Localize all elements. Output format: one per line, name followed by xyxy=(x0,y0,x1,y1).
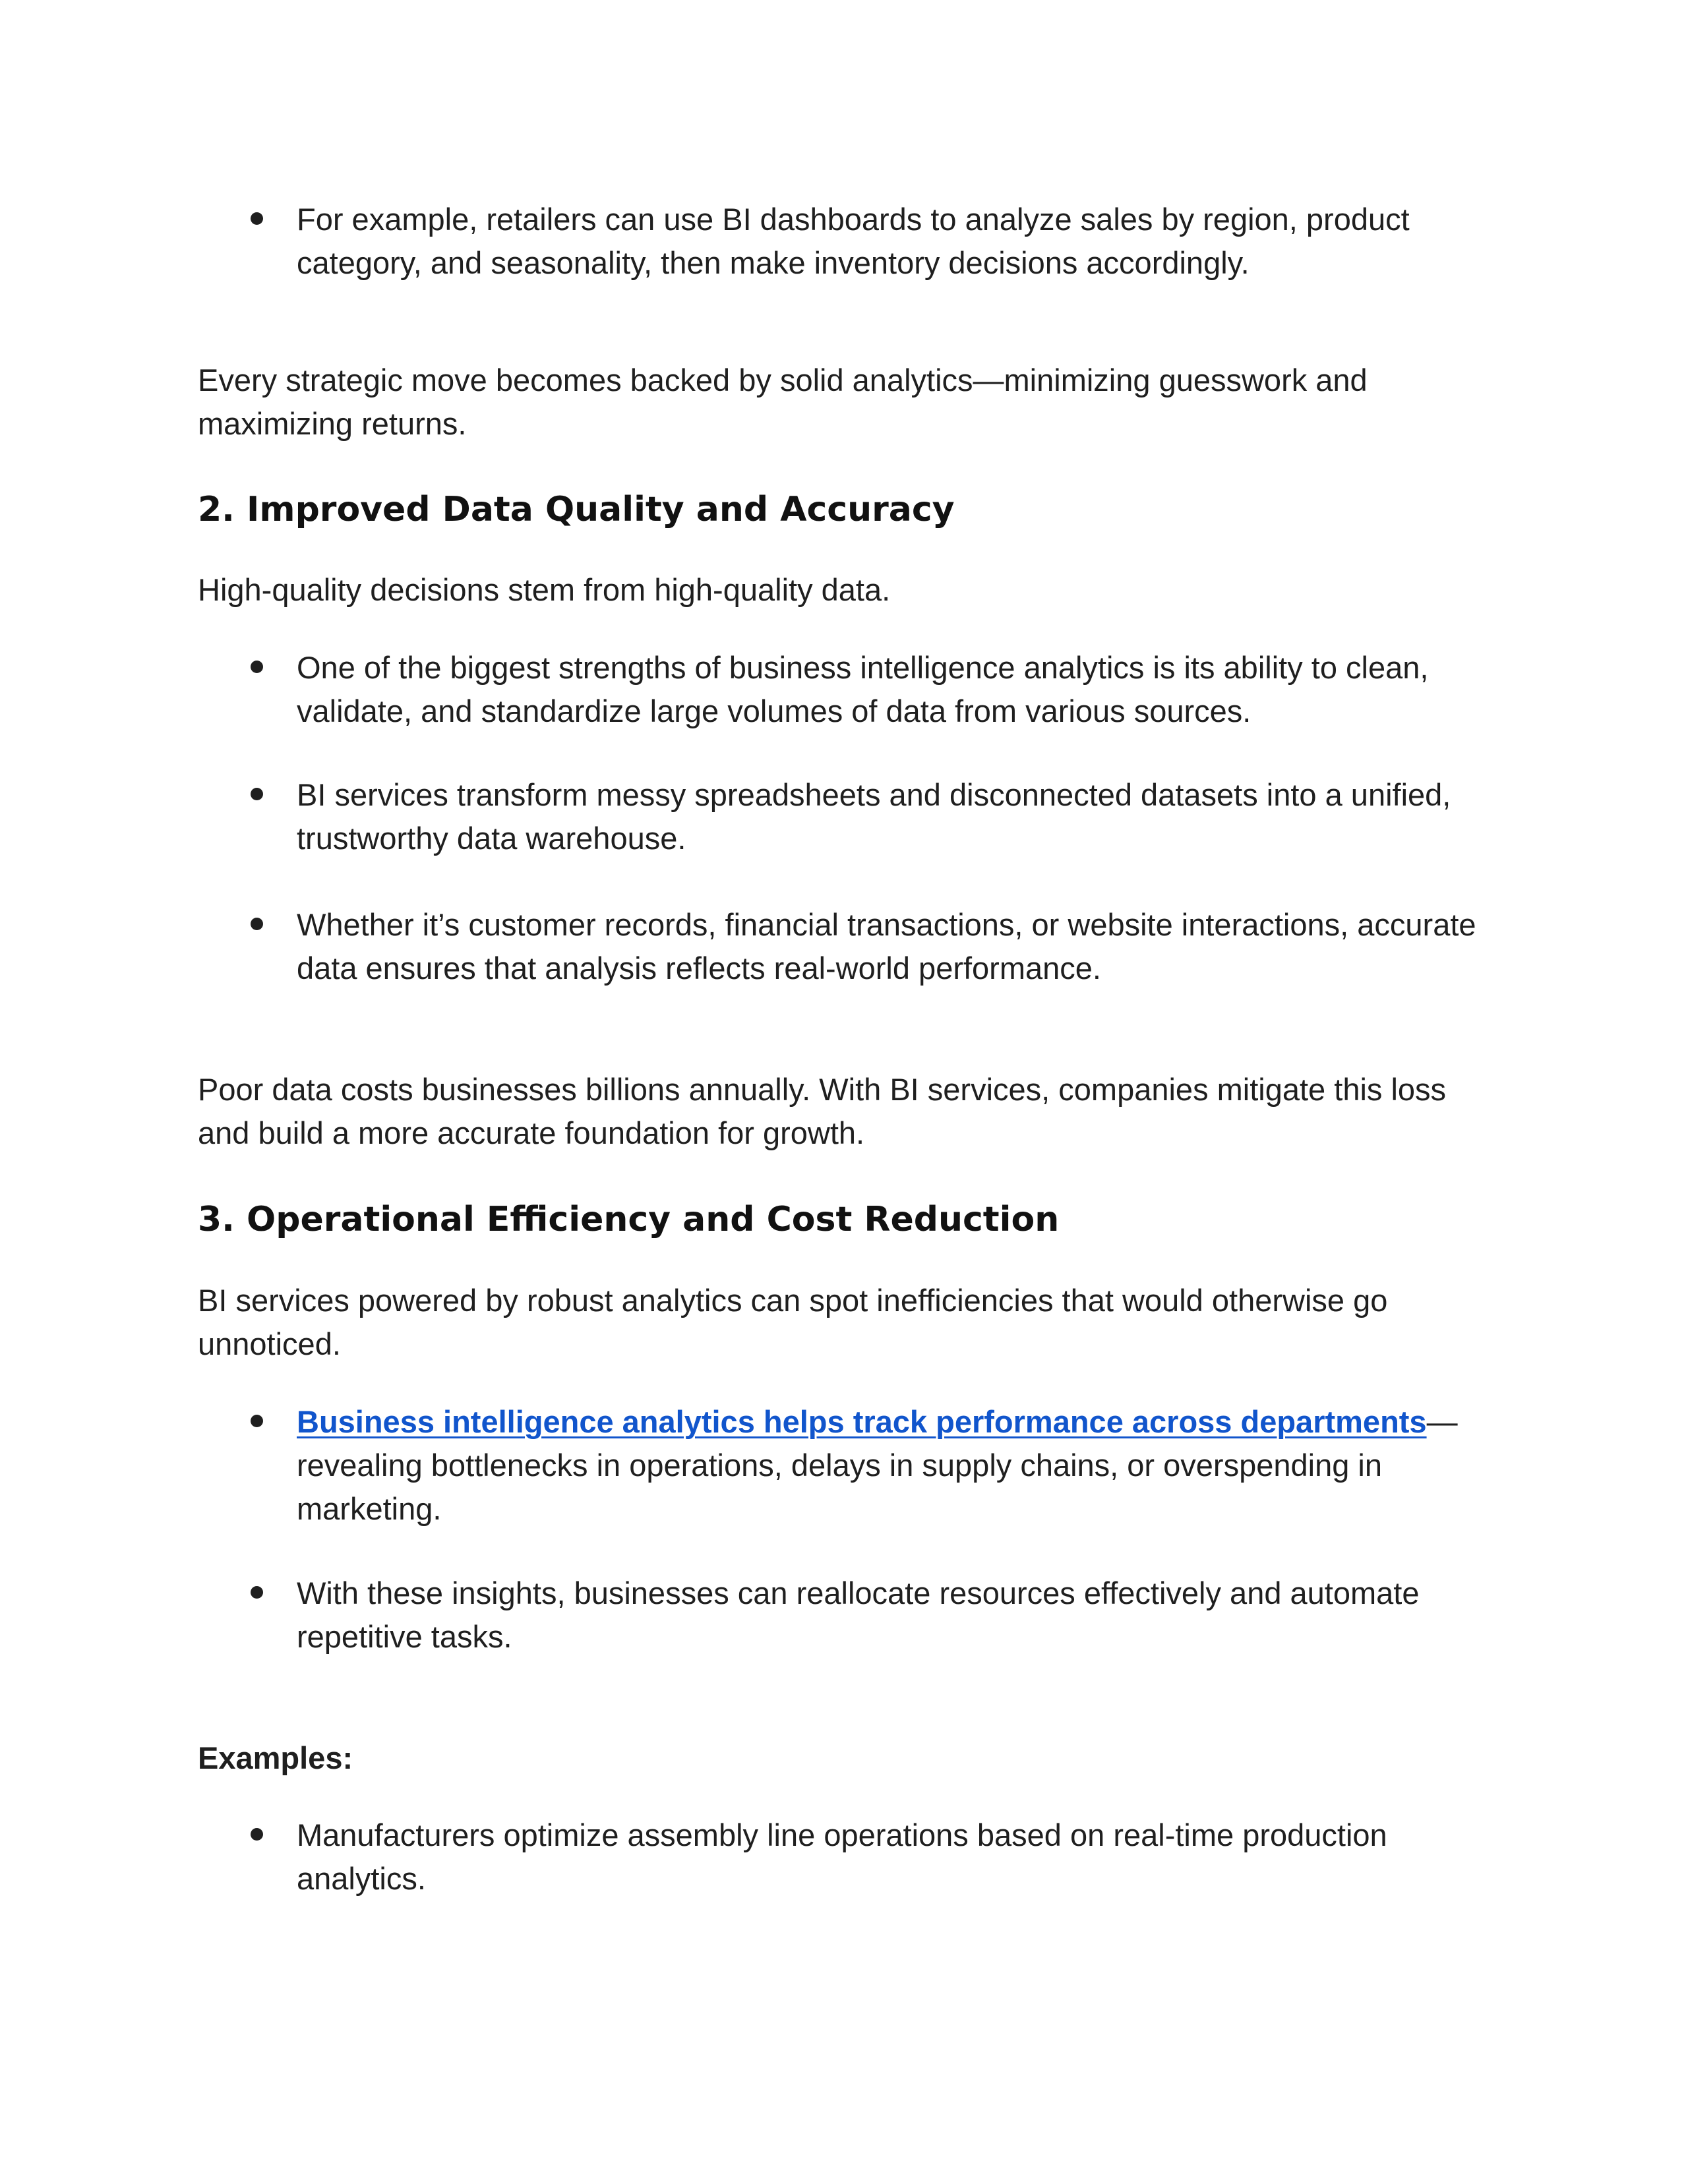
bullet-icon xyxy=(251,1828,263,1841)
bullet-icon xyxy=(251,1586,263,1599)
bullet-text-rest: —revealing bottlenecks in operations, delays in supply chains, or overspending in marketing. xyxy=(297,1404,1458,1526)
bullet-text: BI services transform messy spreadsheets and disconnected datasets into a unified, trustworthy data warehouse. xyxy=(297,777,1451,856)
article-link[interactable]: Business intelligence analytics helps track performance across departments xyxy=(297,1404,1427,1439)
bullet-text: For example, retailers can use BI dashboards to analyze sales by region, product category, and seasonality, then make inventory decisions accordingly. xyxy=(297,202,1410,280)
section-heading: 2. Improved Data Quality and Accuracy xyxy=(198,490,955,529)
section-heading: 3. Operational Efficiency and Cost Reduction xyxy=(198,1200,1060,1239)
bullet-text: With these insights, businesses can reallocate resources effectively and automate repetitive tasks. xyxy=(297,1576,1420,1654)
intro-paragraph: Every strategic move becomes backed by solid analytics—minimizing guesswork and maximizing returns. xyxy=(198,363,1368,441)
examples-label: Examples: xyxy=(198,1740,353,1775)
section-closing: Poor data costs businesses billions annually. With BI services, companies mitigate this loss and build a more accurate foundation for growth. xyxy=(198,1072,1447,1150)
section-lead: High-quality decisions stem from high-quality data. xyxy=(198,572,891,607)
section-lead: BI services powered by robust analytics can spot inefficiencies that would otherwise go unnoticed. xyxy=(198,1283,1388,1361)
bullet-icon xyxy=(251,661,263,673)
bullet-icon xyxy=(251,788,263,800)
bullet-icon xyxy=(251,1415,263,1427)
bullet-text: Manufacturers optimize assembly line operations based on real-time production analytics. xyxy=(297,1817,1387,1896)
bullet-text: Whether it’s customer records, financial transactions, or website interactions, accurate data ensures that analysis reflects real-world performance. xyxy=(297,907,1476,986)
bullet-text xyxy=(297,1400,1484,1531)
bullet-text: One of the biggest strengths of business intelligence analytics is its ability to clean, validate, and standardize large volumes of data from various sources. xyxy=(297,650,1429,728)
bullet-icon xyxy=(251,212,263,225)
bullet-icon xyxy=(251,918,263,930)
